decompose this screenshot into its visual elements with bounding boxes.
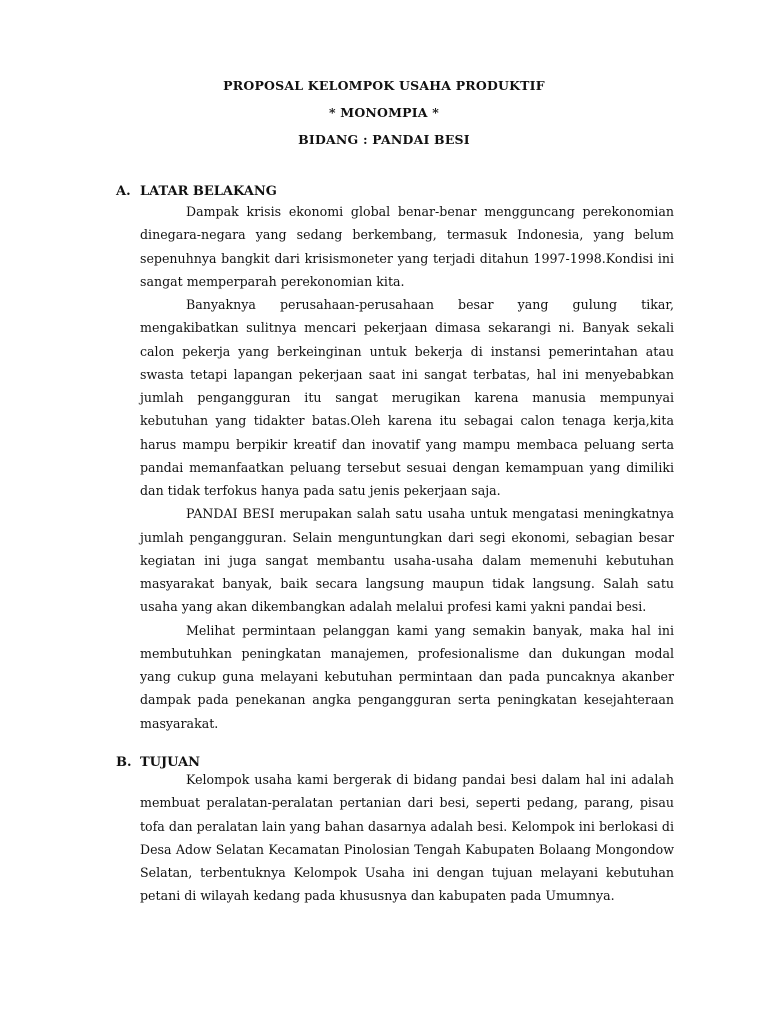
paragraph: Banyaknya perusahaan-perusahaan besar yang gulung tikar, mengakibatkan sulitnya mencari pekerjaan dimasa sekarangi ni. Banyak sekali calon pekerja yang berkeinginan untuk bekerja di instansi pemerintahan atau swasta tetapi lapangan pekerjaan saat ini sangat terbatas, hal ini menyebabkan jumlah pengangguran itu sangat merugikan karena manusia mempunyai kebutuhan yang tidakter batas.Oleh karena itu sebagai calon tenaga kerja,kita harus mampu berpikir kreatif dan inovatif yang mampu membaca peluang serta pandai memanfaatkan peluang tersebut sesuai dengan kemampuan yang dimiliki dan tidak terfokus hanya pada satu jenis pekerjaan saja. — [140, 297, 674, 498]
paragraph: Melihat permintaan pelanggan kami yang semakin banyak, maka hal ini membutuhkan peningkatan manajemen, profesionalisme dan dukungan modal yang cukup guna melayani kebutuhan permintaan dan pada puncaknya akanber dampak pada penekanan angka pengangguran serta peningkatan kesejahteraan masyarakat. — [140, 622, 674, 731]
section-body-tujuan — [140, 768, 674, 908]
section-title: LATAR BELAKANG — [140, 184, 277, 199]
document-title: PROPOSAL KELOMPOK USAHA PRODUKTIF — [223, 78, 545, 93]
section-title: TUJUAN — [140, 755, 201, 770]
paragraph: PANDAI BESI merupakan salah satu usaha untuk mengatasi meningkatnya jumlah pengangguran. Selain menguntungkan dari segi ekonomi, sebagian besar kegiatan ini juga sangat membantu usaha-usaha dalam memenuhi kebutuhan masyarakat banyak, baik secara langsung maupun tidak langsung. Salah satu usaha yang akan dikembangkan adalah melalui profesi kami yakni pandai besi. — [140, 506, 674, 615]
paragraph: Kelompok usaha kami bergerak di bidang pandai besi dalam hal ini adalah membuat peralatan-peralatan pertanian dari besi, seperti pedang, parang, pisau tofa dan peralatan lain yang bahan dasarnya adalah besi. Kelompok ini berlokasi di Desa Adow Selatan Kecamatan Pinolosian Tengah Kabupaten Bolaang Mongondow Selatan, terbentuknya Kelompok Usaha ini dengan tujuan melayani kebutuhan petani di wilayah kedang pada khususnya dan kabupaten pada Umumnya. — [140, 772, 674, 904]
section-number: B. — [116, 755, 132, 770]
section-body-latar-belakang — [140, 200, 674, 735]
section-number: A. — [116, 184, 131, 199]
document-field: BIDANG : PANDAI BESI — [298, 132, 470, 147]
document-subtitle: * MONOMPIA * — [329, 105, 439, 120]
paragraph: Dampak krisis ekonomi global benar-benar mengguncang perekonomian dinegara-negara yang sedang berkembang, termasuk Indonesia, yang belum sepenuhnya bangkit dari krisismoneter yang terjadi ditahun 1997-1998.Kondisi ini sangat memperparah perekonomian kita. — [140, 204, 674, 289]
